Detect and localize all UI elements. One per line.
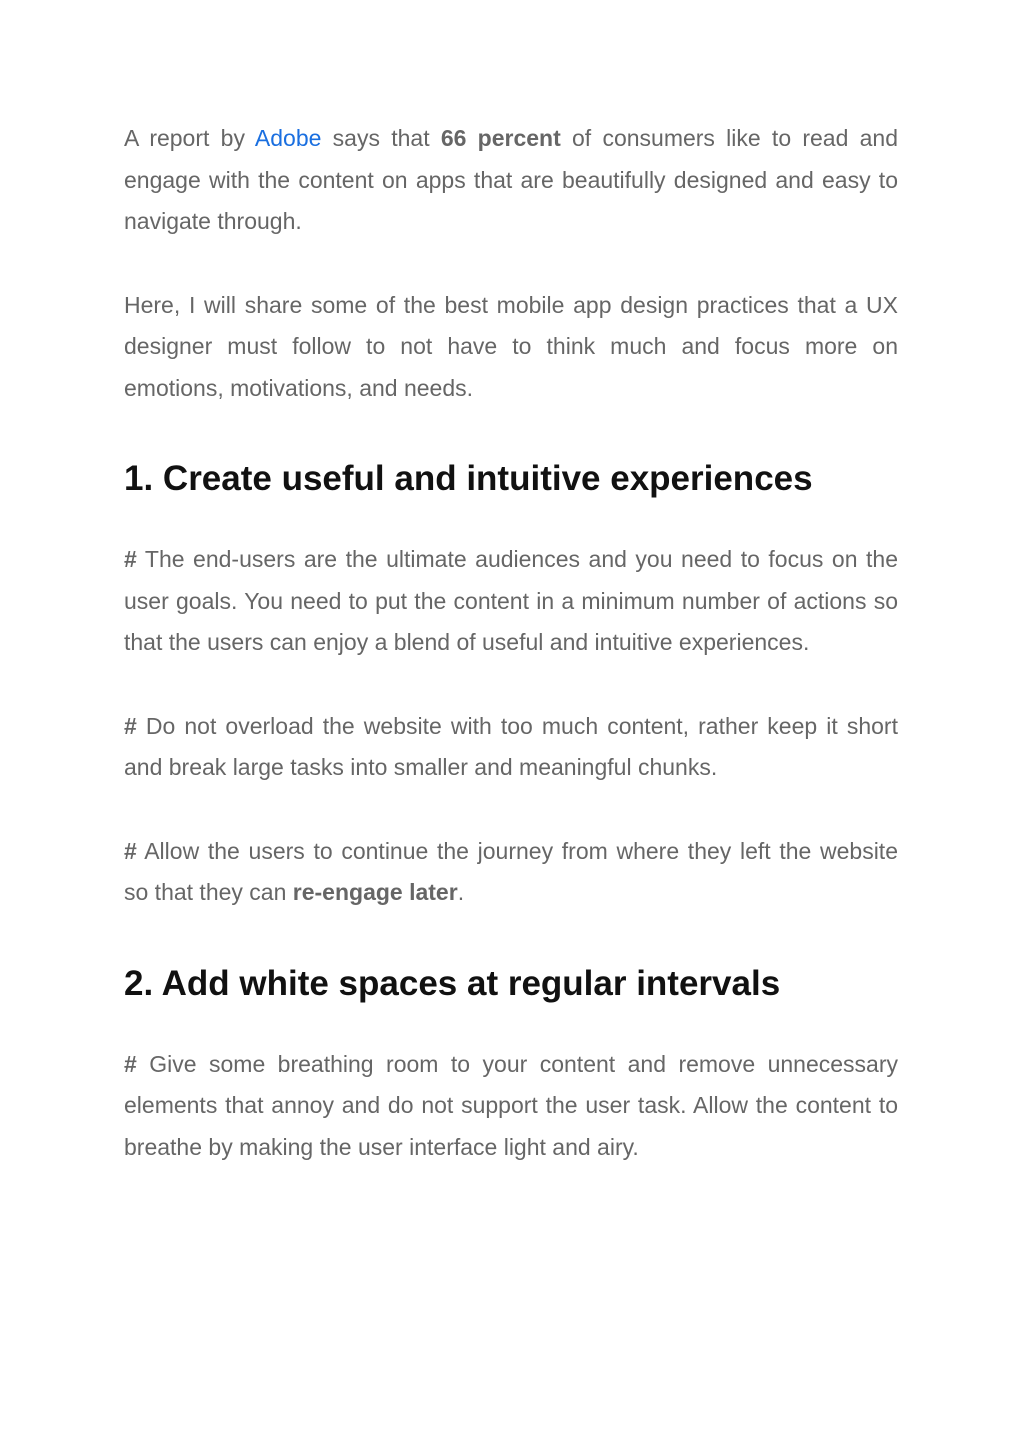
- intro-paragraph-1: [124, 118, 898, 243]
- section-heading-1: 1. Create useful and intuitive experiences: [124, 459, 813, 498]
- section-1-bullet-2: [124, 706, 898, 789]
- hash-marker: #: [124, 1050, 137, 1077]
- bullet-text: Give some breathing room to your content and remove unnecessary elements that annoy and do not support the user task. Allow the content to breathe by making the user interface light and airy.: [124, 1050, 898, 1160]
- bullet-text: Do not overload the website with too much content, rather keep it short and break large tasks into smaller and meaningful chunks.: [124, 712, 898, 780]
- intro-statistic: 66 percent: [440, 125, 561, 151]
- intro-text-mid: says that: [321, 125, 441, 151]
- intro-text-after: of consumers like to read and engage with the content on apps that are beautifully designed and easy to navigate through.: [124, 125, 899, 234]
- bullet-text: The end-users are the ultimate audiences and you need to focus on the user goals. You need to put the content in a minimum number of actions so that the users can enjoy a blend of useful and intuitive experiences.: [124, 546, 898, 655]
- article-content: [124, 118, 898, 1210]
- bullet-text-after: .: [457, 879, 465, 905]
- section-1-bullet-1: [124, 539, 898, 664]
- section-2-bullet-1: [124, 1044, 898, 1169]
- intro-text-before: A report by: [124, 125, 255, 151]
- section-heading-2: 2. Add white spaces at regular intervals: [124, 963, 781, 1003]
- hash-marker: #: [124, 712, 137, 739]
- intro-paragraph-2: Here, I will share some of the best mobile app design practices that a UX designer must follow to not have to think much and focus more on emotions, motivations, and needs.: [124, 291, 898, 401]
- adobe-link[interactable]: Adobe: [254, 125, 322, 151]
- hash-marker: #: [124, 546, 137, 572]
- bullet-bold-text: re-engage later: [292, 879, 458, 905]
- hash-marker: #: [124, 837, 137, 864]
- bullet-text-before: Allow the users to continue the journey from where they left the website so that they can: [124, 837, 898, 905]
- section-1-bullet-3: [124, 831, 898, 914]
